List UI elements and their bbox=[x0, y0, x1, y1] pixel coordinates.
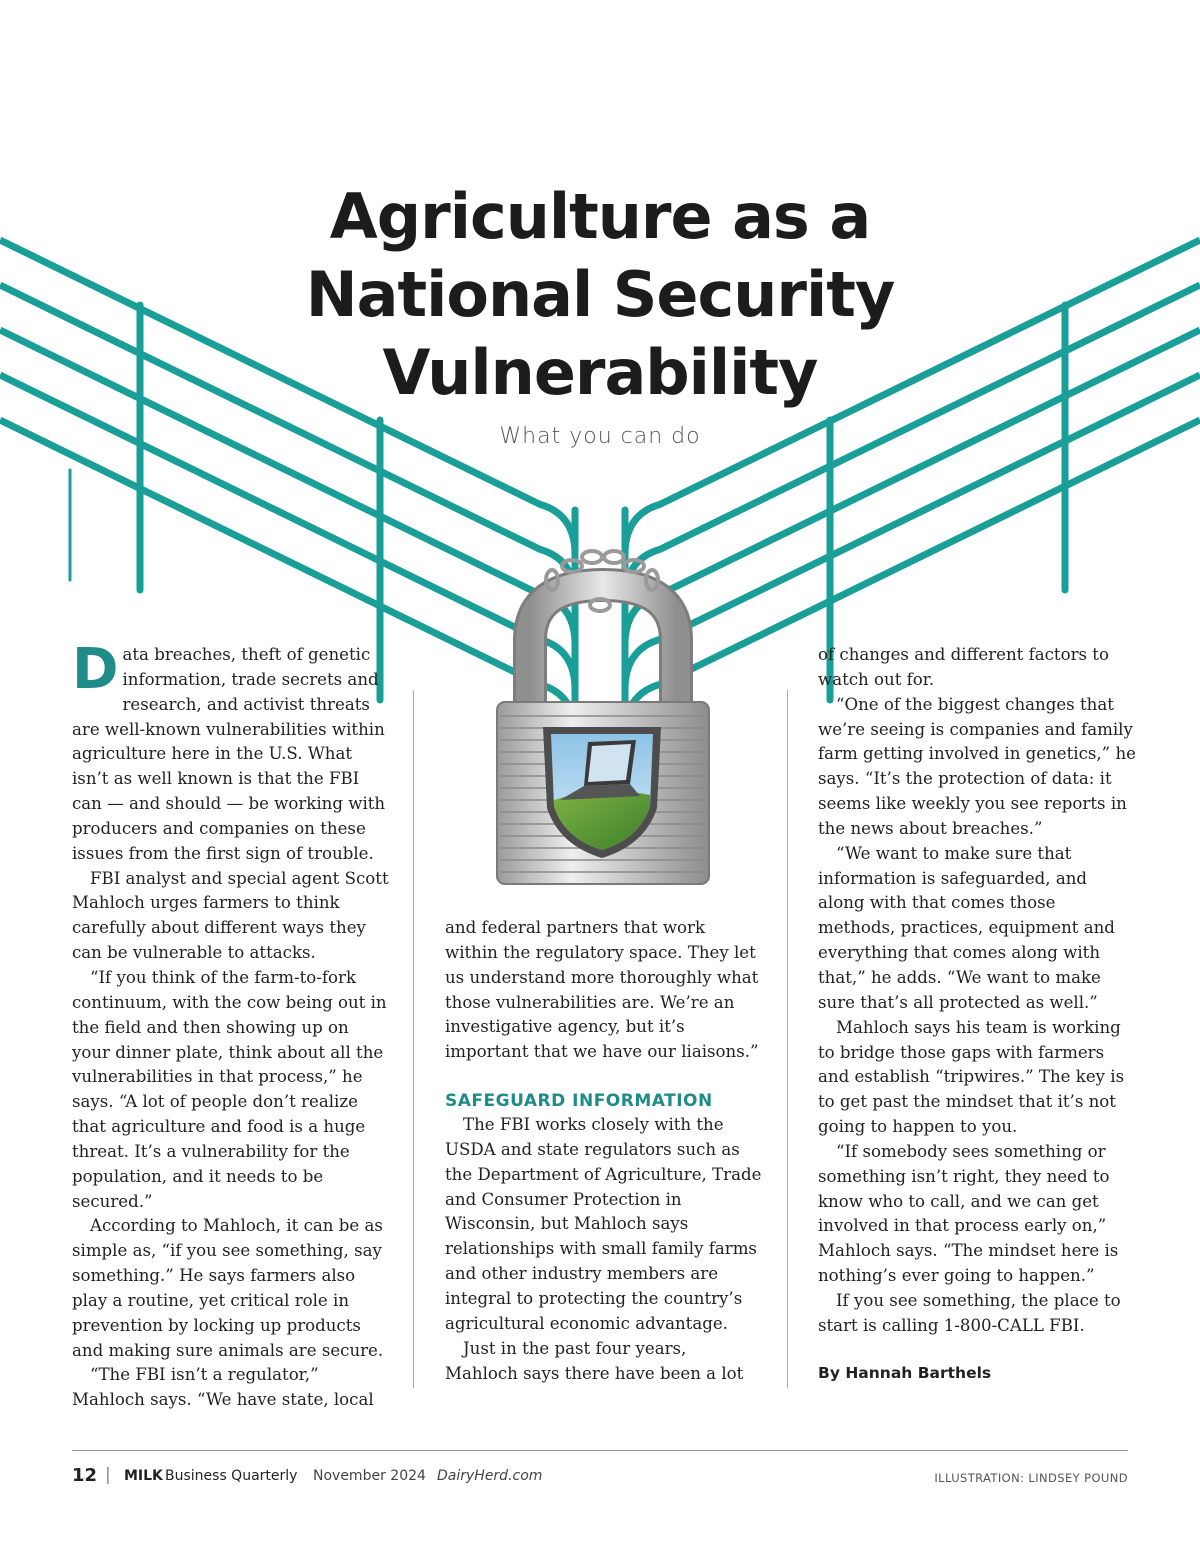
padlock-icon bbox=[497, 551, 709, 884]
footer-separator: | bbox=[105, 1465, 111, 1485]
paragraph: “One of the biggest changes that we’re seeing is companies and family farm getting involved in genetics,” he says. “It’s the protection of data: it seems like weekly you see reports in the news about breaches.” bbox=[818, 694, 1136, 838]
paragraph: The FBI works closely with the USDA and state regulators such as the Department of Agriculture, Trade and Consumer Protection in Wisconsin, but Mahloch says relationships with small family farms and other industry members are integral to protecting the country’s agricultural economic advantage. bbox=[445, 1115, 762, 1333]
website-link[interactable]: DairyHerd.com bbox=[437, 1468, 543, 1484]
paragraph: “If somebody sees something or something isn’t right, they need to know who to call, and we can get involved in that process early on,” Mahloch says. “The mindset here is nothing’s ever going to happen.” bbox=[818, 1141, 1119, 1286]
page-subtitle: What you can do bbox=[499, 424, 701, 449]
drop-cap: D bbox=[72, 637, 119, 702]
paragraph: Mahloch says his team is working to bridge those gaps with farmers and establish “tripwires.” The key is to get past the mindset that it’s not going to happen to you. bbox=[818, 1017, 1125, 1137]
column-divider bbox=[413, 690, 414, 1388]
paragraph: “We want to make sure that information is safeguarded, and along with that comes those methods, practices, equipment and everything that comes along with that,” he adds. “We want to make sure that’s all protected as well.” bbox=[818, 843, 1115, 1012]
section-heading: SAFEGUARD INFORMATION bbox=[445, 1091, 713, 1112]
paragraph: of changes and different factors to watch out for. bbox=[818, 645, 1109, 689]
paragraph: According to Mahloch, it can be as simple as, “if you see something, say something.” He says farmers also play a routine, yet critical role in prevention by locking up products and making sure animals are secure. bbox=[72, 1216, 384, 1360]
byline: By Hannah Barthels bbox=[818, 1363, 992, 1382]
column-divider bbox=[787, 690, 788, 1388]
article-column-2 bbox=[445, 916, 763, 1386]
illustration-credit: ILLUSTRATION: LINDSEY POUND bbox=[934, 1471, 1128, 1485]
paragraph: and federal partners that work within the regulatory space. They let us understand more thoroughly what those vulnerabilities are. We’re an investigative agency, but it’s important that we have our liaisons.” bbox=[445, 918, 759, 1062]
paragraph: ata breaches, theft of genetic information, trade secrets and research, and activist threats are well-known vulnerabilities within agriculture here in the U.S. What isn’t as well known is that the FBI can — and should — be working with producers and companies on these issues from the first sign of trouble. bbox=[72, 645, 386, 863]
paragraph: Just in the past four years, Mahloch says there have been a lot bbox=[445, 1338, 744, 1383]
issue-date: November 2024 bbox=[313, 1468, 426, 1484]
article-column-3 bbox=[818, 643, 1136, 1385]
page-title: Agriculture as a National Security Vulnerability bbox=[305, 180, 895, 409]
publication-name-rest: Business Quarterly bbox=[165, 1468, 298, 1484]
article-column-1 bbox=[72, 637, 390, 1413]
paragraph: FBI analyst and special agent Scott Mahloch urges farmers to think carefully about different ways they can be vulnerable to attacks. bbox=[72, 868, 389, 963]
footer-divider bbox=[72, 1450, 1128, 1451]
paragraph: “The FBI isn’t a regulator,” Mahloch says. “We have state, local bbox=[72, 1365, 374, 1410]
paragraph: If you see something, the place to start is calling 1-800-CALL FBI. bbox=[818, 1290, 1121, 1335]
page-number: 12 bbox=[72, 1465, 98, 1486]
paragraph: “If you think of the farm-to-fork continuum, with the cow being out in the field and then showing up on your dinner plate, think about all the vulnerabilities in that process,” he says. “A lot of people don’t realize that agriculture and food is a huge threat. It’s a vulnerability for the population, and it needs to be secured.” bbox=[72, 967, 387, 1211]
publication-name: MILK bbox=[124, 1468, 163, 1484]
